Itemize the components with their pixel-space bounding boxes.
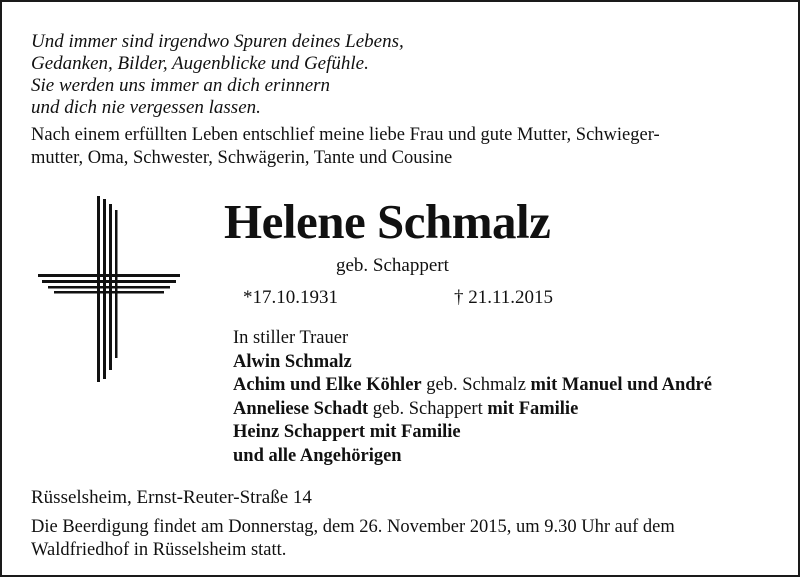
mourner-line [233,445,712,469]
mourner-suffix: mit Familie [487,398,579,419]
funeral-info [31,516,675,562]
poem [31,31,404,119]
birth-date: *17.10.1931 [243,287,338,308]
mourner-name: Achim und Elke Köhler [233,375,422,395]
deceased-name: Helene Schmalz [224,194,551,249]
poem-line: Gedanken, Bilder, Augenblicke und Gefühle. [31,53,369,74]
funeral-line: Die Beerdigung findet am Donnerstag, dem 26. November 2015, um 9.30 Uhr auf dem [31,517,675,537]
funeral-line: Waldfriedhof in Rüsselsheim statt. [31,540,287,560]
mourner-suffix: mit Manuel und André [530,375,712,395]
mourner-line [233,374,712,398]
mourners-list [233,327,712,468]
mourner-name: Anneliese Schadt [233,398,369,419]
poem-line: Und immer sind irgendwo Spuren deines Lebens, [31,31,404,52]
mourner-name: und alle Angehörigen [233,445,402,466]
mourner-name: Heinz Schappert mit Familie [233,422,461,442]
poem-line: Sie werden uns immer an dich erinnern [31,75,331,96]
address: Rüsselsheim, Ernst-Reuter-Straße 14 [31,487,312,508]
death-date: † 21.11.2015 [454,287,554,308]
mourner-line [233,421,712,445]
maiden-name: geb. Schappert [336,255,449,276]
poem-line: und dich nie vergessen lassen. [31,97,261,118]
mourner-line [233,351,712,375]
mourner-birth-name: geb. Schappert [368,398,488,419]
mourner-name: Alwin Schmalz [233,351,352,372]
mourner-line [233,398,712,422]
cross-icon [38,196,180,382]
mourner-birth-name: geb. Schmalz [421,375,531,395]
intro-line: Nach einem erfüllten Leben entschlief meine liebe Frau und gute Mutter, Schwieger- [31,125,660,145]
mourners-heading: In stiller Trauer [233,328,349,348]
intro-text [31,124,660,170]
intro-line: mutter, Oma, Schwester, Schwägerin, Tante und Cousine [31,148,453,168]
